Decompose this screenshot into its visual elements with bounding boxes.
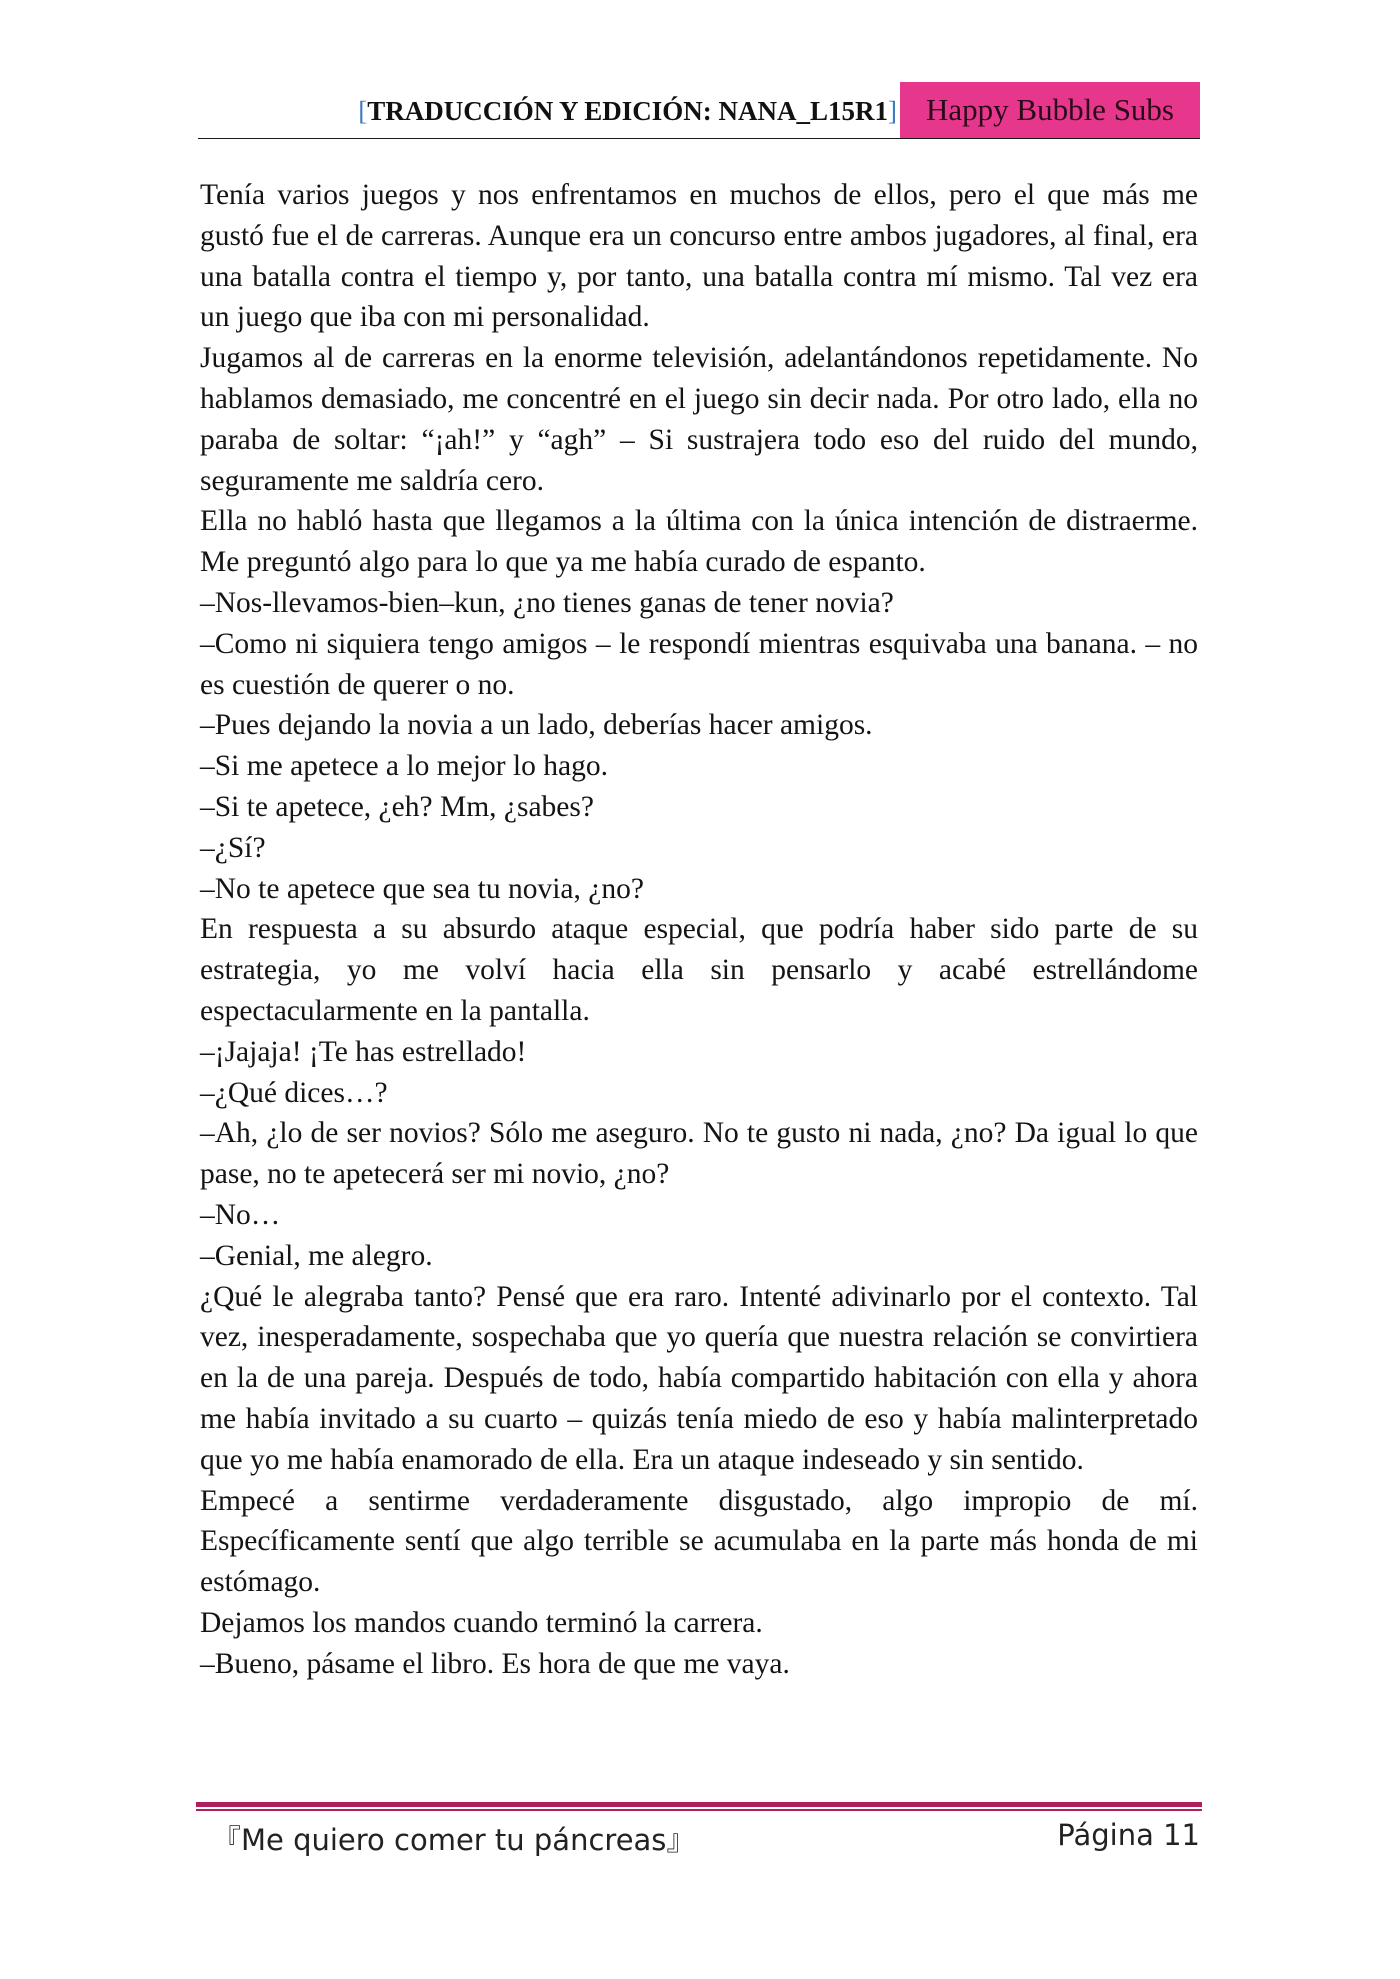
- dialogue-line: –Pues dejando la novia a un lado, deberías hacer amigos.: [200, 709, 873, 742]
- dialogue-line: –Genial, me alegro.: [200, 1239, 433, 1272]
- dialogue-line: –¡Jajaja! ¡Te has estrellado!: [200, 1035, 527, 1068]
- translation-credit: [358, 96, 897, 127]
- book-title: 『Me quiero comer tu páncreas』: [212, 1823, 696, 1857]
- dialogue-line: –Bueno, pásame el libro. Es hora de que me vaya.: [200, 1647, 790, 1680]
- credit-bracket-open: [: [358, 96, 368, 126]
- paragraph: Empecé a sentirme verdaderamente disgustado, algo impropio de mí. Específicamente sentí que algo terrible se acumulaba en la parte más honda de mi estómago.: [200, 1484, 1198, 1599]
- paragraph: Tenía varios juegos y nos enfrentamos en muchos de ellos, pero el que más me gustó fue el de carreras. Aunque era un concurso entre ambos jugadores, al final, era una batalla contra el tiempo y, por tanto, una batalla contra mí mismo. Tal vez era un juego que iba con mi personalidad.: [200, 179, 1198, 334]
- group-name-badge: Happy Bubble Subs: [900, 82, 1200, 138]
- paragraph: En respuesta a su absurdo ataque especial, que podría haber sido parte de su estrategia, yo me volví hacia ella sin pensarlo y acabé estrellándome espectacularmente en la pantalla.: [200, 913, 1198, 1027]
- dialogue-line: –Ah, ¿lo de ser novios? Sólo me aseguro. No te gusto ni nada, ¿no? Da igual lo que pase, no te apetecerá ser mi novio, ¿no?: [200, 1117, 1198, 1191]
- dialogue-line: –No te apetece que sea tu novia, ¿no?: [200, 872, 644, 905]
- dialogue-line: –Si te apetece, ¿eh? Mm, ¿sabes?: [200, 790, 594, 823]
- footer-divider-thick: [196, 1802, 1202, 1807]
- footer-divider-thin: [196, 1809, 1202, 1811]
- paragraph: Jugamos al de carreras en la enorme televisión, adelantándonos repetidamente. No hablamos demasiado, me concentré en el juego sin decir nada. Por otro lado, ella no paraba de soltar: “¡ah!” y “agh” – Si sustrajera todo eso del ruido del mundo, seguramente me saldría cero.: [200, 342, 1198, 497]
- page-number: Página 11: [1057, 1818, 1200, 1852]
- body-text: [200, 175, 1198, 1684]
- credit-bracket-close: ]: [888, 96, 897, 126]
- dialogue-line: –Si me apetece a lo mejor lo hago.: [200, 750, 608, 783]
- page-header: [198, 82, 1200, 139]
- credit-text: TRADUCCIÓN Y EDICIÓN: NANA_L15R1: [367, 96, 888, 126]
- dialogue-line: –¿Qué dices…?: [200, 1076, 388, 1109]
- paragraph: ¿Qué le alegraba tanto? Pensé que era raro. Intenté adivinarlo por el contexto. Tal vez, inesperadamente, sospechaba que yo quería que nuestra relación se convirtiera en la de una pareja. Después de todo, había compartido habitación con ella y ahora me había invitado a su cuarto – quizás tenía miedo de eso y había malinterpretado que yo me había enamorado de ella. Era un ataque indeseado y sin sentido.: [200, 1280, 1198, 1476]
- dialogue-line: –¿Sí?: [200, 831, 266, 864]
- dialogue-line: –Como ni siquiera tengo amigos – le respondí mientras esquivaba una banana. – no es cuestión de querer o no.: [200, 627, 1198, 701]
- dialogue-line: –No…: [200, 1198, 281, 1231]
- paragraph: Ella no habló hasta que llegamos a la última con la única intención de distraerme. Me preguntó algo para lo que ya me había curado de espanto.: [200, 505, 1198, 579]
- paragraph: Dejamos los mandos cuando terminó la carrera.: [200, 1606, 763, 1639]
- dialogue-line: –Nos-llevamos-bien–kun, ¿no tienes ganas de tener novia?: [200, 586, 894, 619]
